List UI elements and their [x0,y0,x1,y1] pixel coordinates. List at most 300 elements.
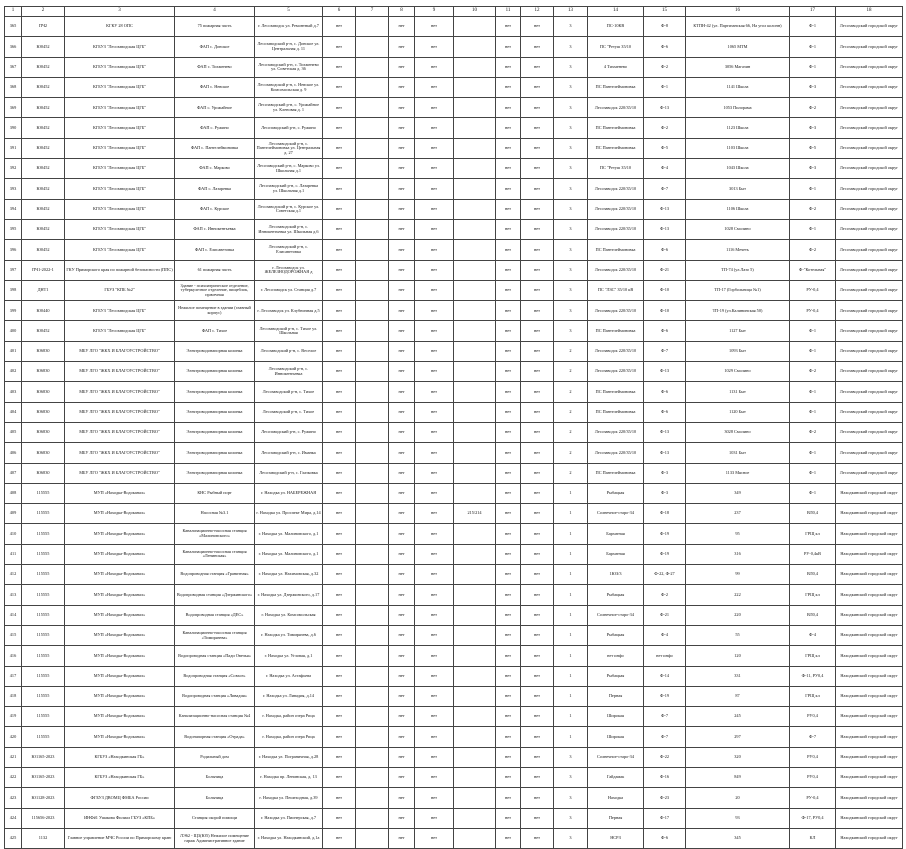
table-cell: Ф-19 [644,544,686,564]
table-cell: 115555 [22,605,65,625]
table-cell: Ф-19 [644,524,686,544]
table-cell: ПС "Ретуш 35/10 [588,159,644,179]
table-cell: ФАП с. Лазаревка [175,179,255,199]
table-cell: нет [521,483,554,503]
table-cell: ФГБУЗ ДВОМЦ ФМБА России [65,788,175,808]
table-cell: Лесозаводский городской округ [836,280,903,300]
table-cell: нет [323,788,356,808]
table-cell [356,788,389,808]
table-cell: ПС Пантелеймоновка [588,240,644,260]
table-row [5,544,903,564]
table-cell: Здание - психиатрическое отделение, туберкулезное отделение, пищеблок, прачечная [175,280,255,300]
table-cell: Лесозаводский городской округ [836,159,903,179]
table-cell: Водопроводная станция «Гранитная» [175,565,255,585]
table-cell: Канализационно-насосная станция «Малиновского» [175,524,255,544]
table-cell: МУП «Находка-Водоканал» [65,524,175,544]
table-cell: нет [323,808,356,828]
table-cell: 402 [5,362,22,382]
table-cell [454,118,496,138]
table-cell: г. Находка ул. Комсомольская [255,605,323,625]
table-cell: Находкинский городской округ [836,707,903,727]
table-cell: нет [415,382,454,402]
table-cell: нет [415,524,454,544]
table-cell: г. Находка, район озера Рица [255,707,323,727]
table-cell: г. Находка, район озера Рица [255,727,323,747]
table-cell: 425 [5,828,22,848]
table-cell: нет [389,483,415,503]
table-cell: Лесозаводский городской округ [836,341,903,361]
table-cell: нет [389,362,415,382]
column-header: 14 [588,7,644,17]
table-cell: нет [496,341,521,361]
table-cell: нет [323,686,356,706]
table-cell: нет [521,17,554,37]
table-cell: Лесозаводский р-н, с. Лазаревка ул. Школьная д.1 [255,179,323,199]
table-cell: нет [389,443,415,463]
table-cell: РУ-0,4кВ [790,544,836,564]
table-cell: нет [521,707,554,727]
table-cell: Ф-3 [790,118,836,138]
table-cell: Лесозаводский городской округ [836,118,903,138]
table-cell [454,301,496,321]
table-cell: нет [323,504,356,524]
table-cell: г. Находка ул. Дзержинского, д.17 [255,585,323,605]
table-cell: нет [415,118,454,138]
table-cell: Лесозаводский городской округ [836,301,903,321]
table-row [5,240,903,260]
table-cell: нет [521,443,554,463]
table-cell: 3 [554,37,588,57]
table-cell: нет [389,301,415,321]
table-cell [356,159,389,179]
table-cell: Находкинский городской округ [836,686,903,706]
table-cell: 1 [554,727,588,747]
table-cell: нет [415,463,454,483]
table-cell: ПЧ1-2022-1 [22,260,65,280]
table-row [5,747,903,767]
table-cell: нет [389,585,415,605]
table-cell: нет [323,240,356,260]
table-cell [454,524,496,544]
table-cell: г. Находка ул. Тимирязева, д.6 [255,625,323,645]
table-cell: Лесозаводский городской округ [836,402,903,422]
table-row [5,57,903,77]
table-cell: 3 [554,219,588,239]
table-cell [454,483,496,503]
table-cell: нет [389,17,415,37]
table-cell [454,77,496,97]
table-cell: нет [496,585,521,605]
table-cell: г. Находка ул. Нахимовская, д.32 [255,565,323,585]
table-cell: ПС Пантелеймоновка [588,118,644,138]
table-cell: нет [323,666,356,686]
table-cell: 417 [5,666,22,686]
table-cell: Лесозаводский городской округ [836,321,903,341]
table-cell: Лесозаводск 220/35/10 [588,301,644,321]
table-cell: КГБУЗ "Лесозаводская ЦГБ" [65,179,175,199]
table-cell: Ю0452 [22,240,65,260]
table-cell: Нежилое помещение в здании (главный корпус) [175,301,255,321]
table-cell: Лесозаводск 220/35/10 [588,362,644,382]
table-cell: нет [323,422,356,442]
table-cell: Лесозаводский р-н, с. Невское ул. Комсомольская д. 9 [255,77,323,97]
table-cell [454,260,496,280]
table-cell: 418 [5,686,22,706]
table-cell: Ю1128-2023 [22,788,65,808]
table-cell: МУП «Находка-Водоканал» [65,625,175,645]
table-cell: КГБУЗ "Лесозаводская ЦГБ" [65,98,175,118]
table-cell: Ю0452 [22,98,65,118]
table-cell: нет [415,199,454,219]
table-cell: нет [496,646,521,666]
table-cell [454,707,496,727]
table-cell: нет [323,341,356,361]
table-cell: Ф-3 [790,159,836,179]
table-cell [356,138,389,158]
table-cell: нет [496,382,521,402]
table-cell: 93 [686,808,790,828]
table-cell [454,159,496,179]
table-cell [356,402,389,422]
table-cell: ПС Пантелеймоновка [588,402,644,422]
table-cell: г. Лесозаводск ул. Клубничная д.5 [255,301,323,321]
table-cell: Ф-1 [790,443,836,463]
table-cell: нет [521,767,554,787]
table-cell: 416 [5,646,22,666]
table-cell: Находка [588,788,644,808]
table-cell: МБУ ЛГО "ЖКХ И БЛАГОУСТРОЙСТВО" [65,362,175,382]
table-cell [454,767,496,787]
table-cell: Насосная №3.1 [175,504,255,524]
table-cell: нет [389,666,415,686]
table-cell [454,240,496,260]
table-cell: 412 [5,565,22,585]
table-row [5,17,903,37]
table-cell: нет [496,199,521,219]
table-cell: нет [496,707,521,727]
table-row [5,280,903,300]
table-cell: нет [521,422,554,442]
table-cell: КГБУЗ "Лесозаводская ЦГБ" [65,159,175,179]
table-cell: ГКУ Приморского края по пожарной безопасности (ППС) [65,260,175,280]
table-row [5,138,903,158]
table-cell: 396 [5,240,22,260]
table-cell: нет [496,565,521,585]
table-cell [356,199,389,219]
table-cell [356,37,389,57]
table-cell: КГБУЗ "Лесозаводская ЦГБ" [65,138,175,158]
table-cell: нет [415,544,454,564]
table-cell: Ф-18 [644,504,686,524]
table-cell: нет [389,686,415,706]
table-cell: нет [323,483,356,503]
table-cell: Ю0452 [22,118,65,138]
table-cell: нет [521,524,554,544]
table-cell: нет [415,341,454,361]
table-cell: МУП «Находка-Водоканал» [65,585,175,605]
table-cell: Ф-1 [790,321,836,341]
table-cell: Водонапорная станция «Отрада» [175,727,255,747]
table-cell: 390 [5,118,22,138]
table-cell: КГБУЗ "Лесозаводская ЦГБ" [65,321,175,341]
table-cell: 3 [554,828,588,848]
table-cell: нет [521,77,554,97]
table-cell: нет [521,362,554,382]
table-cell: нет [496,463,521,483]
table-cell: МУП «Находка-Водоканал» [65,727,175,747]
table-cell: Ф-13 [644,199,686,219]
table-cell: 395 [5,219,22,239]
table-cell: 1131 Быт [686,382,790,402]
table-cell: нет [415,260,454,280]
table-cell: 1065 МТМ [686,37,790,57]
table-cell [454,98,496,118]
table-cell: Лесозаводский р-н, с. Иннокентьевка [255,362,323,382]
header-row [5,7,903,17]
table-cell: КНС Рыбный порт [175,483,255,503]
table-cell: нет [415,646,454,666]
table-cell: нет [521,808,554,828]
table-cell: 320 [686,747,790,767]
table-cell: ПС Пантелеймоновка [588,382,644,402]
table-cell: Лесозаводский р-н, с. Урожайное ул. Кленовая д. 1 [255,98,323,118]
table-cell: нет [521,605,554,625]
table-cell: нет [415,605,454,625]
table-cell: нет [415,159,454,179]
table-cell: ПС-10КВ [588,17,644,37]
table-cell: Ф-1 [644,77,686,97]
table-cell: нет [389,808,415,828]
table-cell: г. Находка ул. НАБЕРЕЖНАЯ [255,483,323,503]
table-row [5,828,903,848]
table-cell: нет [323,565,356,585]
table-cell: нет [323,544,356,564]
table-cell: 1123 Школа [686,118,790,138]
column-header: 9 [415,7,454,17]
table-cell: нет [323,77,356,97]
table-cell: Ю0452 [22,179,65,199]
table-cell: нет [323,767,356,787]
table-cell: Станция скорой помощи [175,808,255,828]
table-cell: МУП «Находка-Водоканал» [65,565,175,585]
table-cell: Ф-6 [644,240,686,260]
table-cell: Лесозаводск 220/35/10 [588,98,644,118]
table-cell: МБУ ЛГО "ЖКХ И БЛАГОУСТРОЙСТВО" [65,341,175,361]
table-row [5,585,903,605]
table-cell: Ю6830 [22,422,65,442]
table-cell: нет [389,77,415,97]
table-cell: нет [521,382,554,402]
table-cell: Ю0452 [22,199,65,219]
table-cell: Лесозаводский р-н, с. Ружино [255,118,323,138]
table-cell: 115656-2023 [22,808,65,828]
table-cell: Находкинский городской округ [836,585,903,605]
table-row [5,98,903,118]
table-cell: 1 [554,686,588,706]
table-cell: 3 [554,77,588,97]
table-cell: Ф-1 [790,17,836,37]
table-cell: Ю6830 [22,382,65,402]
table-cell [454,179,496,199]
table-cell: 1ЮЗ/3 [588,565,644,585]
table-cell [454,544,496,564]
table-cell: МУП «Находка-Водоканал» [65,686,175,706]
table-cell: 297 [686,727,790,747]
table-cell: Бархатная [588,524,644,544]
table-cell: ТП-19 (ул.Калининская 50) [686,301,790,321]
table-cell: нет [521,463,554,483]
table-cell: 349 [686,483,790,503]
table-row [5,260,903,280]
table-cell [356,707,389,727]
table-cell: нет [323,199,356,219]
table-cell [454,625,496,645]
table-cell: Родильный дом [175,747,255,767]
table-cell: г. Находка ул. Пограничная, д.28 [255,747,323,767]
table-cell: нет [323,57,356,77]
table-cell: нет [521,260,554,280]
table-cell: Ю6830 [22,443,65,463]
table-row [5,504,903,524]
table-cell: МБУ ЛГО "ЖКХ И БЛАГОУСТРОЙСТВО" [65,463,175,483]
table-cell: Водопроводная станция «ДЕС» [175,605,255,625]
table-cell: МБУ ЛГО "ЖКХ И БЛАГОУСТРОЙСТВО" [65,402,175,422]
table-cell: 95 [686,524,790,544]
table-cell: нет [415,686,454,706]
table-cell: 421 [5,747,22,767]
table-cell: ГРЩ кл [790,686,836,706]
table-cell: нет [323,747,356,767]
table-cell: 3 [554,199,588,219]
table-cell: Ф-3 [644,483,686,503]
table-cell [454,828,496,848]
table-cell [356,57,389,77]
table-cell: Ю0452 [22,321,65,341]
table-cell: ВЛ0,4 [790,504,836,524]
table-cell: ФАП с. Иннокентьевка [175,219,255,239]
column-header: 7 [356,7,389,17]
table-cell: нет [415,767,454,787]
table-cell: Ф-2 [790,240,836,260]
table-cell: нет [323,382,356,402]
table-cell: Лесозаводский р-н, с. Пантелеймоновка ул. Центральная д. 27 [255,138,323,158]
table-cell: 3 [554,179,588,199]
table-cell: 2 [554,463,588,483]
table-cell: нет [496,625,521,645]
table-cell: нет [389,98,415,118]
table-cell: нет [496,788,521,808]
table-cell: 237 [686,504,790,524]
table-cell: нет [389,159,415,179]
table-cell: 401 [5,341,22,361]
table-cell: нет [323,463,356,483]
table-row [5,443,903,463]
table-cell [454,362,496,382]
table-cell [356,98,389,118]
table-cell: г. Находка ул. Находкинский, д.1а [255,828,323,848]
table-cell: Ф-22 [644,747,686,767]
table-cell: МБУ ЛГО "ЖКХ И БЛАГОУСТРОЙСТВО" [65,443,175,463]
table-cell: Бархатная [588,544,644,564]
table-cell: 414 [5,605,22,625]
table-cell: нет [389,504,415,524]
table-cell: Ф-1 [790,382,836,402]
table-cell: КГБУЗ "Лесозаводская ЦГБ" [65,37,175,57]
table-row [5,422,903,442]
table-cell: 115555 [22,504,65,524]
table-cell: 115555 [22,686,65,706]
table-cell: РУ-0,4 [790,788,836,808]
column-header: 2 [22,7,65,17]
table-cell: нет [389,138,415,158]
table-cell: нет [389,240,415,260]
table-cell: нет [496,57,521,77]
table-cell: Ф-14 [644,666,686,686]
table-cell: РУ-0,4 [790,280,836,300]
table-cell: Электроводонапорная колонка [175,362,255,382]
table-cell [356,565,389,585]
table-cell: нет [389,219,415,239]
table-cell: 2 [554,341,588,361]
table-cell: Лесозаводский р-н, с. Марково ул. Школьная д.1 [255,159,323,179]
table-row [5,77,903,97]
table-cell: нет [521,341,554,361]
table-cell: нет [521,585,554,605]
table-cell: 1 [554,646,588,666]
table-cell: 391 [5,138,22,158]
table-cell: 393 [5,179,22,199]
table-row [5,524,903,544]
table-cell: нет [323,524,356,544]
column-header: 12 [521,7,554,17]
table-cell: 3 [554,159,588,179]
table-cell [356,301,389,321]
table-cell: Ю0452 [22,138,65,158]
table-cell: ГРЩ кл [790,646,836,666]
table-cell: Ф-1 [790,57,836,77]
table-cell: 75 пожарная часть [175,17,255,37]
column-header: 1 [5,7,22,17]
table-cell: нет инфо [644,646,686,666]
table-cell: нет [521,301,554,321]
table-cell: Ф-2 [644,585,686,605]
table-cell [454,747,496,767]
table-cell: нет [415,585,454,605]
table-cell: нет [323,118,356,138]
table-cell: нет [415,504,454,524]
table-cell: нет [496,808,521,828]
table-cell: Ф-19 [644,686,686,706]
table-cell: МУП «Находка-Водоканал» [65,504,175,524]
table-cell: нет [521,219,554,239]
table-cell: нет [496,402,521,422]
table-cell: Лесозаводский р-н, с. Глазковка [255,463,323,483]
table-cell: Лесозаводский городской округ [836,443,903,463]
table-cell: Находкинский городской округ [836,727,903,747]
table-cell: 1132 [22,828,65,848]
table-cell: г. Находка ул. Проспект Мира, д.14 [255,504,323,524]
table-cell: г. Лесозаводск ул. Ремонтный д.7 [255,17,323,37]
table-cell: Лесозаводский р-н, с. Ружино [255,422,323,442]
table-cell: Ф-22, Ф-27 [644,565,686,585]
table-cell: нет [496,483,521,503]
table-cell: Ф-11, РУ0,4 [790,666,836,686]
table-cell: Лесозаводский р-н, с. Курское ул. Советская д.1 [255,199,323,219]
table-cell: нет [521,98,554,118]
table-cell: 3 [554,98,588,118]
table-cell: Ф-1 [790,463,836,483]
table-cell: 3 [554,240,588,260]
